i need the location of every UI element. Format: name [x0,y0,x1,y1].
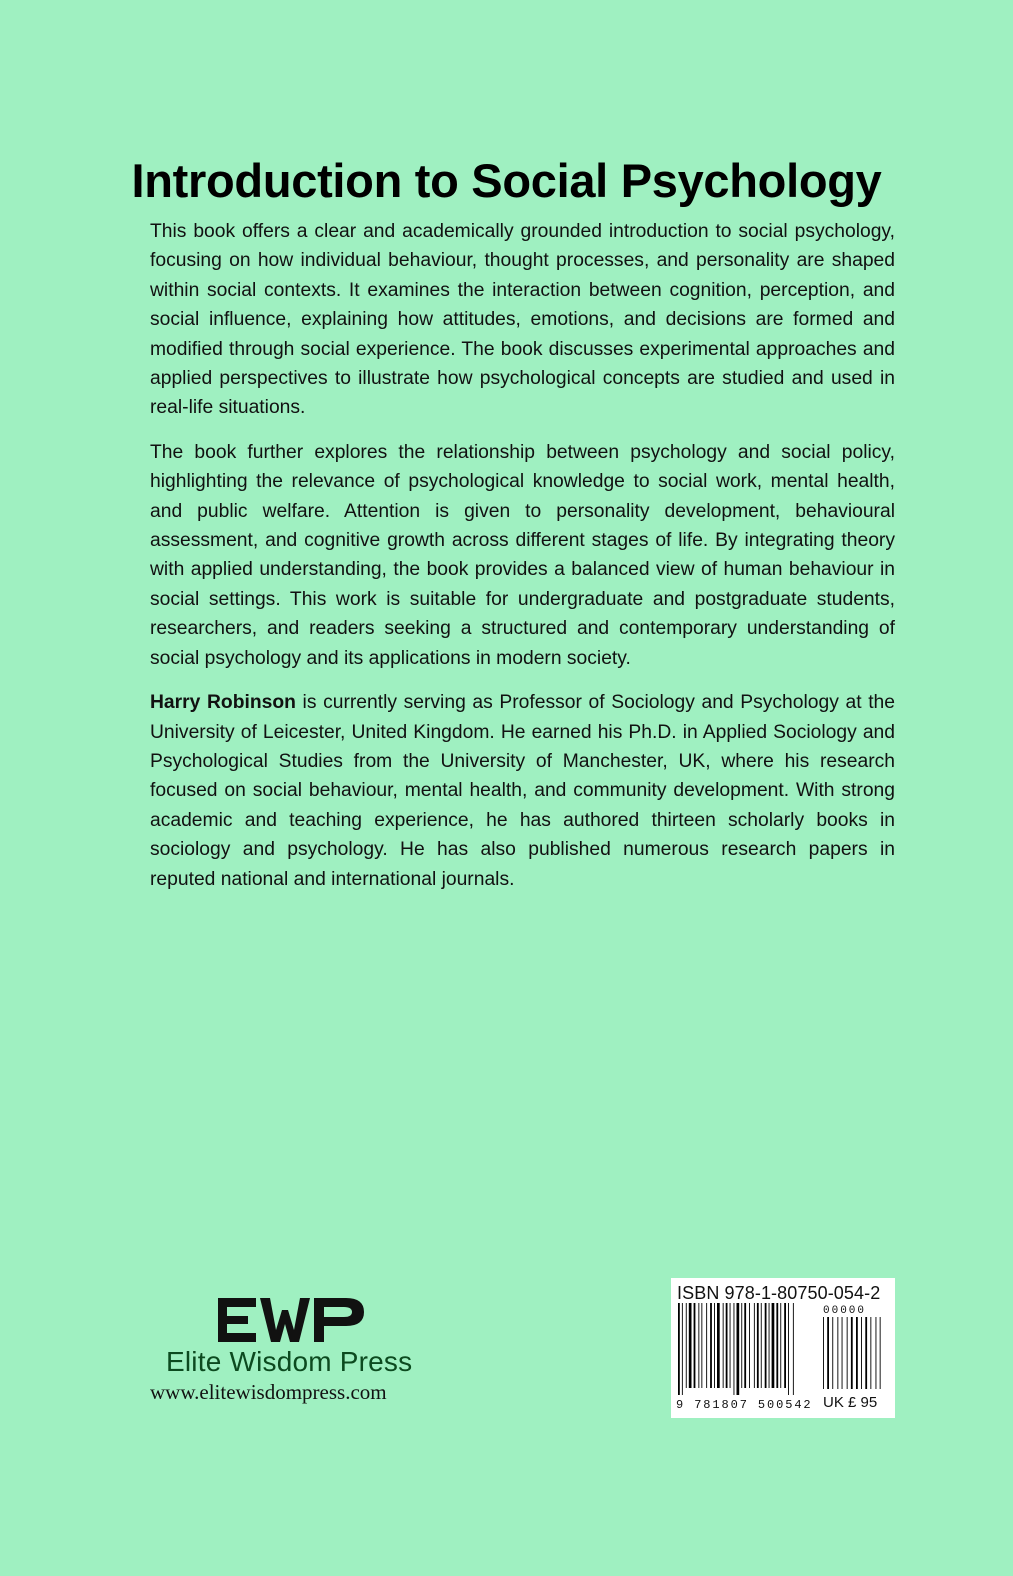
isbn-label: ISBN 978-1-80750-054-2 [677,1283,881,1303]
publisher-url[interactable]: www.elitewisdompress.com [150,1380,387,1404]
description-paragraph-1: This book offers a clear and academically grounded introduction to social psychology, focusing on how individual behaviour, thought processes, and personality are shaped within social contexts. It examines the interaction between cognition, perception, and social influence, explaining how attitudes, emotions, and decisions are formed and modified through social experience. The book discusses experimental approaches and applied perspectives to illustrate how psychological concepts are studied and used in real-life situations. [150,221,895,419]
back-cover-blurb [150,217,895,909]
author-bio: is currently serving as Professor of Sociology and Psychology at the University of Leicester, United Kingdom. He earned his Ph.D. in Applied Sociology and Psychological Studies from the University of Manchester, UK, where his research focused on social behaviour, mental health, and community development. With strong academic and teaching experience, he has authored thirteen scholarly books in sociology and psychology. He has also published numerous research papers in reputed national and international journals. [150,692,895,890]
author-name: Harry Robinson [150,692,296,714]
isbn-barcode-box [671,1278,895,1418]
addon-digits: 00000 [823,1305,867,1317]
author-bio-paragraph [150,688,895,894]
book-title: Introduction to Social Psychology [131,154,882,207]
isbn-barcode [676,1303,890,1398]
price-label: UK £ 95 [823,1394,878,1411]
publisher-name: Elite Wisdom Press [166,1346,413,1377]
barcode-digits: 9 781807 500542 [676,1398,813,1412]
description-paragraph-2: The book further explores the relationship between psychology and social policy, highlighting the relevance of psychological knowledge to social work, mental health, and public welfare. Attention is given to personality development, behavioural assessment, and cognitive growth across different stages of life. By integrating theory with applied understanding, the book provides a balanced view of human behaviour in social settings. This work is suitable for undergraduate and postgraduate students, researchers, and readers seeking a structured and contemporary understanding of social psychology and its applications in modern society. [150,441,895,669]
publisher-logo-block [150,1296,440,1405]
ewp-logo-mark [218,1296,368,1344]
